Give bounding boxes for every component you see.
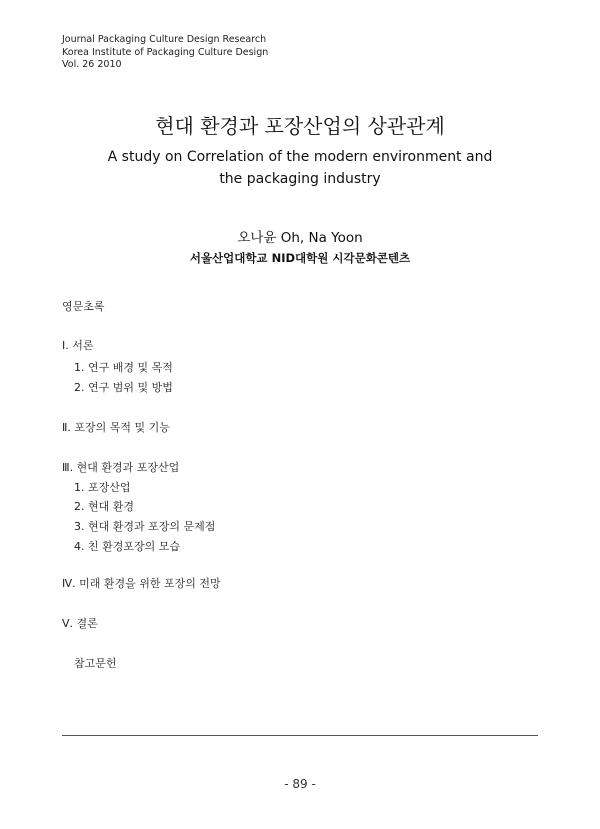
author-affiliation: 서울산업대학교 NID대학원 시각문화콘텐츠 [189,251,411,265]
toc-subsection: 3. 현대 환경과 포장의 문제점 [74,520,216,533]
toc-section-1: Ⅰ. 서론 [62,339,94,352]
toc-subsection: 1. 연구 배경 및 목적 [74,361,173,374]
paper-title-english-line1: A study on Correlation of the modern environment and [107,149,493,165]
journal-institute: Korea Institute of Packaging Culture Design [62,46,269,58]
footer-divider [62,735,538,736]
toc-abstract: 영문초록 [62,300,105,313]
toc-section-5: Ⅴ. 결론 [62,617,98,630]
journal-name: Journal Packaging Culture Design Research [62,34,267,45]
toc-section-3: Ⅲ. 현대 환경과 포장산업 [62,461,180,474]
toc-references: 참고문헌 [74,657,117,670]
toc-subsection: 2. 현대 환경 [74,500,134,513]
journal-volume: Vol. 26 2010 [62,59,122,70]
toc-section-4: Ⅳ. 미래 환경을 위한 포장의 전망 [62,577,221,590]
journal-header [62,34,268,72]
paper-title-korean: 현대 환경과 포장산업의 상관관계 [155,114,445,138]
toc-section-2: Ⅱ. 포장의 목적 및 기능 [62,421,170,434]
toc-subsection: 1. 포장산업 [74,481,131,494]
page-number: - 89 - [284,777,316,791]
author-name: 오나윤 Oh, Na Yoon [237,230,363,246]
paper-title-english-line2: the packaging industry [219,171,381,187]
toc-subsection: 4. 친 환경포장의 모습 [74,540,180,553]
toc-subsection: 2. 연구 범위 및 방법 [74,381,173,394]
paper-title-english [0,146,600,190]
